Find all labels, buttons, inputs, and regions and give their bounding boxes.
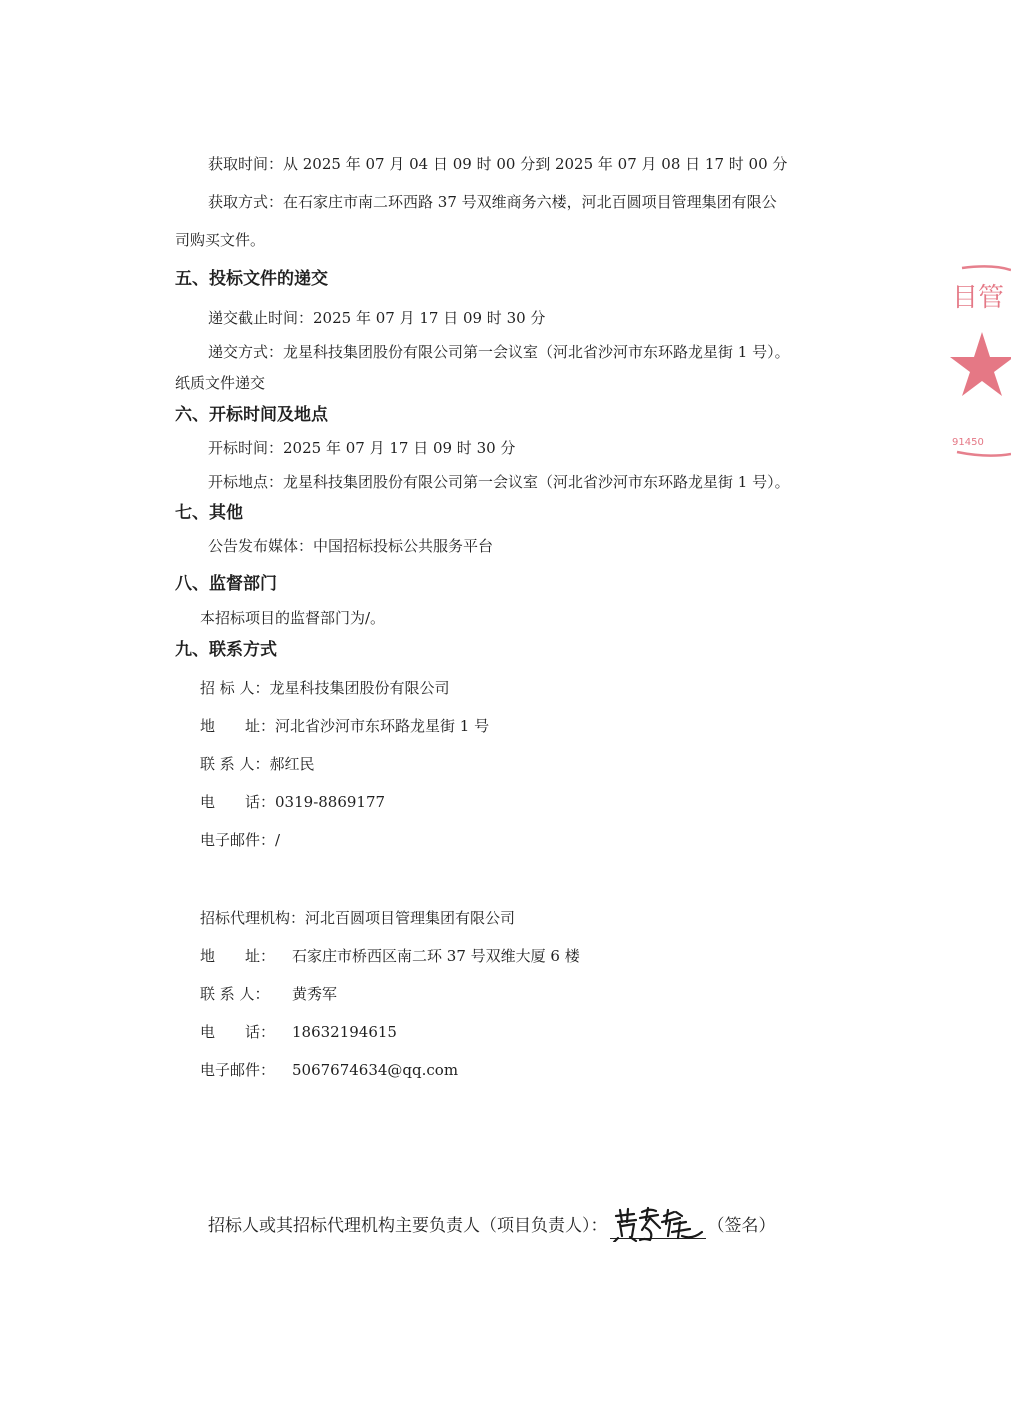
section-8-heading: 八、监督部门: [175, 574, 277, 594]
handwritten-signature: [610, 1202, 706, 1242]
tenderer-contact-row: [200, 754, 315, 774]
supervision-text: 本招标项目的监督部门为/。: [200, 609, 386, 627]
field-label: 电 话：: [200, 793, 276, 811]
section-5-heading: 五、投标文件的递交: [175, 269, 328, 289]
submission-method: 递交方式：龙星科技集团股份有限公司第一会议室（河北省沙河市东环路龙星街 1 号）。: [208, 343, 790, 361]
section-6-heading: 六、开标时间及地点: [175, 405, 328, 425]
field-value: /: [275, 831, 281, 849]
submission-deadline: 递交截止时间：2025 年 07 月 17 日 09 时 30 分: [208, 309, 546, 327]
field-label: 电子邮件：: [200, 831, 276, 849]
agency-email-row: [200, 1060, 458, 1080]
agency-contact-row: [200, 984, 337, 1004]
field-value: 石家庄市桥西区南二环 37 号双维大厦 6 楼: [292, 947, 580, 965]
signature-row: [208, 1212, 776, 1239]
acquisition-time: 获取时间：从 2025 年 07 月 04 日 09 时 00 分到 2025 年 07 月 08 日 17 时 00 分: [208, 155, 788, 173]
field-label: 电 话：: [200, 1023, 276, 1041]
agency-name-row: [200, 908, 515, 928]
field-label: 地 址：: [200, 947, 276, 965]
field-value: 河北百圆项目管理集团有限公司: [305, 909, 516, 927]
opening-place: 开标地点：龙星科技集团股份有限公司第一会议室（河北省沙河市东环路龙星街 1 号）。: [208, 473, 790, 491]
field-value: 河北省沙河市东环路龙星街 1 号: [275, 717, 490, 735]
field-value: 5067674634@qq.com: [292, 1061, 459, 1079]
section-9-heading: 九、联系方式: [175, 640, 277, 660]
tenderer-address-row: [200, 716, 489, 736]
signature-line: [610, 1212, 706, 1239]
field-label: 联 系 人：: [200, 755, 270, 773]
field-value: 郝红民: [269, 755, 315, 773]
acquisition-method-line1: 获取方式：在石家庄市南二环西路 37 号双维商务六楼，河北百圆项目管理集团有限公: [208, 193, 777, 211]
field-value: 18632194615: [292, 1023, 397, 1041]
field-value: 黄秀军: [292, 985, 338, 1003]
star-icon: [950, 332, 1011, 396]
tenderer-email-row: [200, 830, 280, 850]
agency-phone-row: [200, 1022, 397, 1042]
agency-address-row: [200, 946, 580, 966]
field-label: 联 系 人：: [200, 985, 270, 1003]
submission-paper: 纸质文件递交: [175, 374, 266, 392]
acquisition-method-line2: 司购买文件。: [175, 231, 266, 249]
publication-media: 公告发布媒体：中国招标投标公共服务平台: [208, 537, 494, 555]
opening-time: 开标时间：2025 年 07 月 17 日 09 时 30 分: [208, 439, 516, 457]
field-label: 地 址：: [200, 717, 276, 735]
field-value: 0319-8869177: [275, 793, 386, 811]
signature-suffix: （签名）: [707, 1216, 776, 1236]
tenderer-phone-row: [200, 792, 385, 812]
field-label: 招 标 人：: [200, 679, 270, 697]
field-label: 电子邮件：: [200, 1061, 276, 1079]
seal-stamp: [942, 262, 1011, 462]
stamp-text: 目管: [952, 283, 1005, 313]
signature-prefix: 招标人或其招标代理机构主要负责人（项目负责人）：: [208, 1216, 608, 1236]
field-label: 招标代理机构：: [200, 909, 306, 927]
field-value: 龙星科技集团股份有限公司: [269, 679, 450, 697]
stamp-digits: 91450: [952, 437, 984, 448]
tenderer-name-row: [200, 678, 450, 698]
section-7-heading: 七、其他: [175, 503, 243, 523]
